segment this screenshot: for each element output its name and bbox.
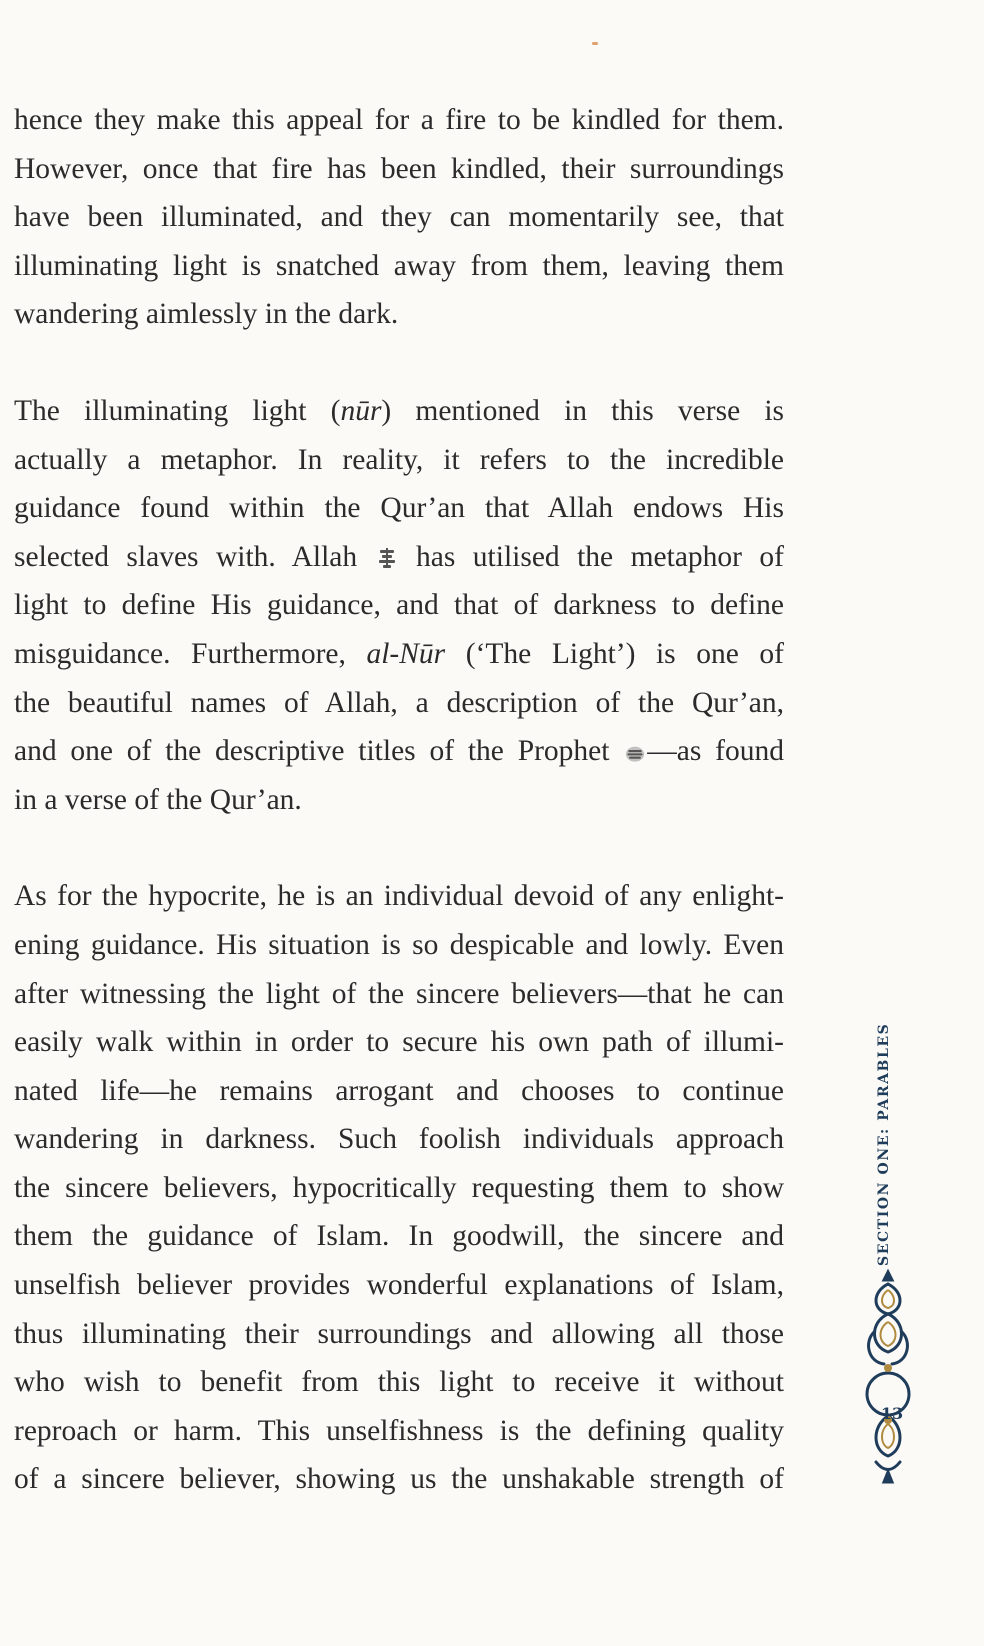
text-line: As for the hypocrite, he is an individual devoid of any enlight-	[14, 880, 784, 913]
text-segment: has utilised the metaphor of	[398, 540, 784, 573]
page-number: 13	[880, 1404, 904, 1423]
text-line: light to define His guidance, and that of darkness to define	[14, 589, 784, 622]
text-line: the sincere believers, hypocritically requesting them to show	[14, 1171, 784, 1204]
text-segment: The illuminating light (	[14, 394, 341, 427]
text-line	[14, 630, 784, 679]
italic-term: al-Nūr	[366, 637, 446, 670]
page-speck	[592, 42, 598, 45]
text-segment: —as found	[647, 735, 784, 768]
text-line: unselfish believer provides wonderful explanations of Islam,	[14, 1269, 784, 1302]
italic-term: nūr	[340, 394, 382, 427]
text-line: thus illuminating their surroundings and allowing all those	[14, 1317, 784, 1350]
text-segment: ) mentioned in this verse is	[381, 394, 784, 427]
text-line: easily walk within in order to secure his own path of illumi-	[14, 1026, 784, 1059]
paragraph	[14, 96, 784, 339]
body-text	[14, 96, 784, 1552]
paragraph	[14, 387, 784, 824]
text-line: wandering in darkness. Such foolish individuals approach	[14, 1123, 784, 1156]
text-line: nated life—he remains arrogant and chooses to continue	[14, 1074, 784, 1107]
text-line: wandering aimlessly in the dark.	[14, 298, 399, 331]
paragraph	[14, 872, 784, 1504]
text-line: of a sincere believer, showing us the unshakable strength of	[14, 1463, 784, 1496]
text-line: them the guidance of Islam. In goodwill, the sincere and	[14, 1220, 784, 1253]
ornament-flourish-icon	[854, 1266, 914, 1516]
text-segment: (‘The Light’) is one of	[445, 637, 784, 670]
allah-honorific-icon	[377, 536, 397, 558]
text-segment: selected slaves with. Allah	[14, 540, 375, 573]
text-line: have been illuminated, and they can momentarily see, that	[14, 201, 784, 234]
text-line: ening guidance. His situation is so despicable and lowly. Even	[14, 928, 784, 961]
text-line	[14, 727, 784, 776]
text-line: guidance found within the Qur’an that Allah endows His	[14, 492, 784, 525]
text-line: the beautiful names of Allah, a description of the Qur’an,	[14, 686, 784, 719]
text-line: illuminating light is snatched away from them, leaving them	[14, 249, 784, 282]
section-label: SECTION ONE: PARABLES	[876, 1022, 892, 1266]
text-line: hence they make this appeal for a fire to be kindled for them.	[14, 104, 784, 136]
prophet-salutation-icon	[625, 730, 645, 752]
text-line: who wish to benefit from this light to receive it without	[14, 1366, 784, 1399]
sidebar-running-head	[854, 996, 914, 1516]
text-segment: and one of the descriptive titles of the Prophet	[14, 735, 624, 768]
text-line	[14, 387, 784, 436]
text-line: reproach or harm. This unselfishness is the defining quality	[14, 1414, 784, 1447]
text-segment: misguidance. Furthermore,	[14, 637, 367, 670]
text-line: in a verse of the Qur’an.	[14, 783, 302, 816]
text-line: after witnessing the light of the sincere believers—that he can	[14, 977, 784, 1010]
text-line	[14, 533, 784, 582]
text-line: However, once that fire has been kindled, their surroundings	[14, 152, 784, 185]
text-line: actually a metaphor. In reality, it refers to the incredible	[14, 443, 784, 476]
